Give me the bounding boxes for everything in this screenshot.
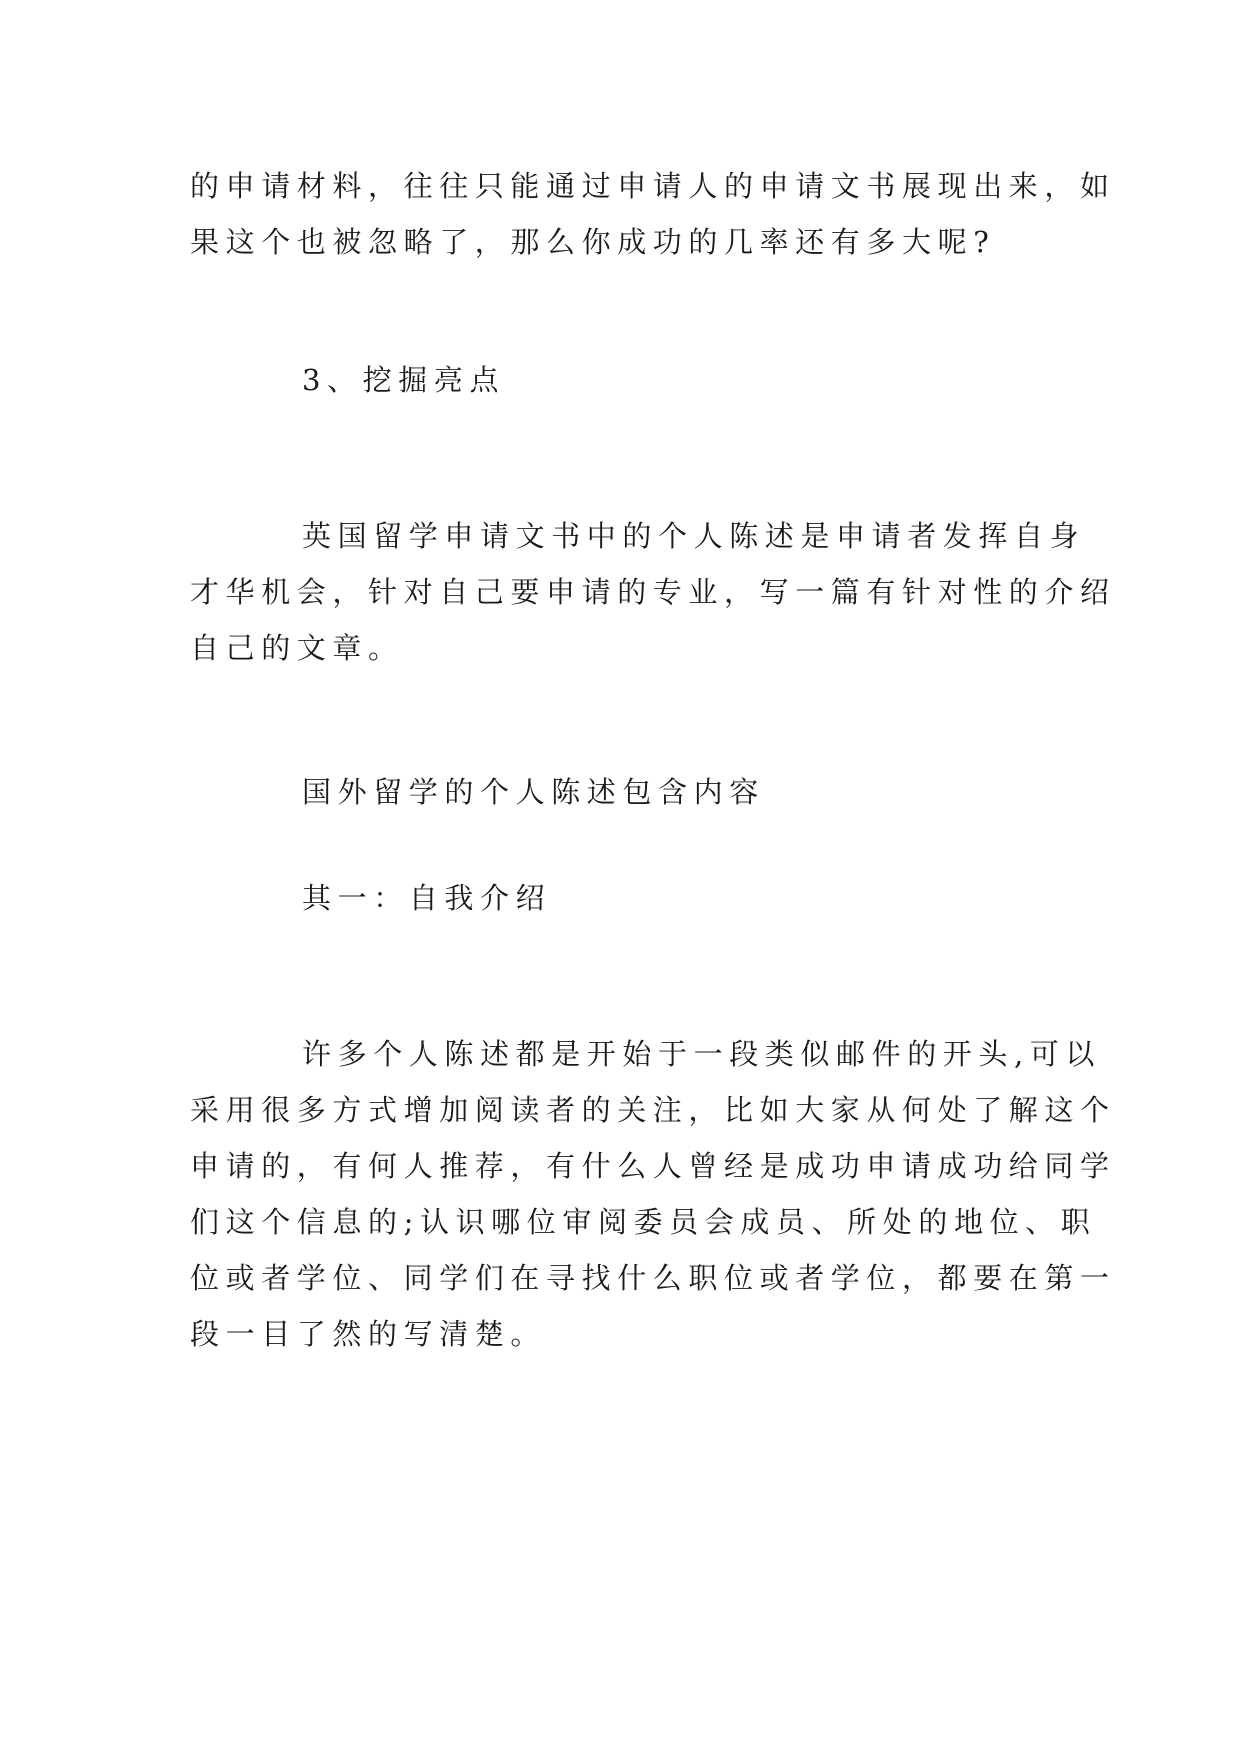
paragraph-self-intro — [190, 1026, 1116, 1362]
section-heading-contents: 国外留学的个人陈述包含内容 — [302, 775, 765, 809]
paragraph-line: 英国留学申请文书中的个人陈述是申请者发挥自身 — [302, 519, 1086, 553]
paragraph-personal-statement — [190, 508, 1116, 676]
paragraph-line: 段一目了然的写清楚。 — [190, 1317, 547, 1351]
paragraph-line: 许多个人陈述都是开始于一段类似邮件的开头,可以 — [302, 1037, 1102, 1071]
paragraph-line: 位或者学位、同学们在寻找什么职位或者学位，都要在第一 — [190, 1261, 1116, 1295]
paragraph-continuation — [190, 158, 1116, 270]
paragraph-line: 才华机会，针对自己要申请的专业，写一篇有针对性的介绍 — [190, 575, 1116, 609]
paragraph-line: 采用很多方式增加阅读者的关注，比如大家从何处了解这个 — [190, 1093, 1116, 1127]
paragraph-line: 的申请材料，往往只能通过申请人的申请文书展现出来，如 — [190, 169, 1116, 203]
paragraph-line: 申请的，有何人推荐，有什么人曾经是成功申请成功给同学 — [190, 1149, 1116, 1183]
section-heading-self-intro: 其一：自我介绍 — [302, 881, 552, 915]
section-heading-highlights: 3、挖掘亮点 — [302, 363, 506, 397]
paragraph-line: 自己的文章。 — [190, 631, 404, 665]
paragraph-line: 果这个也被忽略了，那么你成功的几率还有多大呢? — [190, 225, 996, 259]
paragraph-line: 们这个信息的;认识哪位审阅委员会成员、所处的地位、职 — [190, 1205, 1097, 1239]
